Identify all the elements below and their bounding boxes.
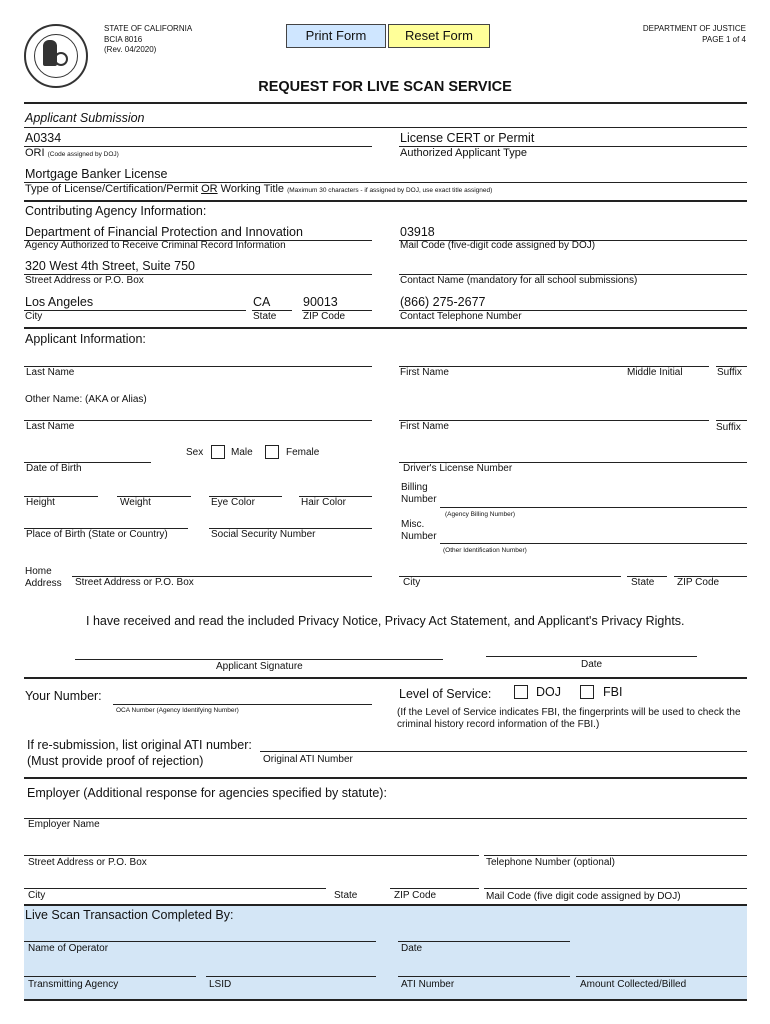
weight-label: Weight bbox=[120, 497, 151, 508]
divider bbox=[24, 904, 747, 906]
female-checkbox[interactable] bbox=[265, 445, 279, 459]
employer-zip-label: ZIP Code bbox=[394, 890, 437, 901]
middle-initial-label: Middle Initial bbox=[627, 367, 683, 378]
section-applicant-information: Applicant Information: bbox=[25, 332, 146, 346]
employer-name-label: Employer Name bbox=[28, 819, 100, 830]
applicant-type-label: Authorized Applicant Type bbox=[400, 147, 527, 159]
employer-zip-field[interactable] bbox=[390, 888, 479, 889]
misc-sub-label: (Other Identification Number) bbox=[443, 547, 527, 554]
male-checkbox[interactable] bbox=[211, 445, 225, 459]
ati-number-field[interactable] bbox=[398, 976, 570, 977]
section-employer: Employer (Additional response for agencies specified by statute): bbox=[27, 786, 387, 800]
sex-label: Sex bbox=[186, 447, 204, 458]
fbi-checkbox[interactable] bbox=[580, 685, 594, 699]
suffix-label: Suffix bbox=[717, 367, 742, 378]
employer-city-label: City bbox=[28, 890, 46, 901]
divider bbox=[24, 200, 747, 202]
oca-number-field[interactable] bbox=[113, 704, 372, 705]
aka-last-name-field[interactable] bbox=[24, 420, 372, 421]
privacy-statement: I have received and read the included Privacy Notice, Privacy Act Statement, and Applicant's Privacy Rights. bbox=[86, 614, 685, 628]
mail-code-field[interactable]: 03918 bbox=[400, 225, 435, 239]
divider bbox=[24, 677, 747, 679]
ori-field[interactable]: A0334 bbox=[25, 131, 62, 145]
contact-name-field[interactable] bbox=[400, 259, 746, 274]
signature-date-label: Date bbox=[581, 659, 603, 670]
employer-mail-code-field[interactable] bbox=[484, 888, 747, 889]
original-ati-label: Original ATI Number bbox=[263, 754, 353, 765]
phone-label: Contact Telephone Number bbox=[400, 311, 522, 322]
last-name-label: Last Name bbox=[26, 367, 75, 378]
misc-number-field[interactable] bbox=[440, 543, 747, 544]
employer-phone-field[interactable] bbox=[484, 855, 747, 856]
phone-field[interactable]: (866) 275-2677 bbox=[400, 295, 486, 309]
zip-label: ZIP Code bbox=[303, 311, 346, 322]
fbi-note-line2: criminal history record information of the FBI.) bbox=[397, 719, 600, 730]
state-field[interactable]: CA bbox=[253, 295, 271, 309]
transmitting-agency-field[interactable] bbox=[24, 976, 196, 977]
signature-label: Applicant Signature bbox=[216, 661, 303, 672]
pob-label: Place of Birth (State or Country) bbox=[26, 529, 168, 540]
home-city-label: City bbox=[403, 577, 421, 588]
your-number-label: Your Number: bbox=[25, 689, 102, 703]
print-form-button[interactable]: Print Form bbox=[286, 24, 386, 48]
male-label: Male bbox=[231, 447, 253, 458]
other-name-label: Other Name: (AKA or Alias) bbox=[25, 394, 147, 405]
license-type-field[interactable]: Mortgage Banker License bbox=[25, 167, 168, 181]
home-label-b: Address bbox=[25, 578, 62, 589]
billing-label-a: Billing bbox=[401, 482, 428, 493]
page-title: REQUEST FOR LIVE SCAN SERVICE bbox=[258, 79, 512, 95]
billing-label-b: Number bbox=[401, 494, 437, 505]
employer-state-label: State bbox=[334, 890, 358, 901]
employer-name-field[interactable] bbox=[24, 818, 747, 819]
home-city-field[interactable] bbox=[399, 576, 621, 577]
fbi-note-line1: (If the Level of Service indicates FBI, the fingerprints will be used to check the bbox=[397, 707, 741, 718]
lsid-field[interactable] bbox=[206, 976, 376, 977]
misc-label-a: Misc. bbox=[401, 519, 425, 530]
first-name-label: First Name bbox=[400, 367, 449, 378]
state-label: State bbox=[253, 311, 277, 322]
section-live-scan: Live Scan Transaction Completed By: bbox=[25, 908, 234, 922]
doj-checkbox[interactable] bbox=[514, 685, 528, 699]
billing-sub-label: (Agency Billing Number) bbox=[445, 511, 516, 518]
divider bbox=[24, 327, 747, 329]
live-scan-date-label: Date bbox=[401, 943, 423, 954]
divider bbox=[24, 127, 747, 128]
header-rev: (Rev. 04/2020) bbox=[104, 45, 157, 54]
hair-color-label: Hair Color bbox=[301, 497, 347, 508]
signature-field[interactable] bbox=[75, 659, 443, 660]
license-type-label: Type of License/Certification/Permit OR Working Title (Maximum 30 characters - if assigned by DOJ, use exact title assigned) bbox=[25, 183, 493, 195]
section-applicant-submission: Applicant Submission bbox=[25, 111, 145, 125]
divider bbox=[24, 999, 747, 1001]
female-label: Female bbox=[286, 447, 320, 458]
header-state: STATE OF CALIFORNIA bbox=[104, 24, 193, 33]
employer-street-field[interactable] bbox=[24, 855, 479, 856]
employer-street-label: Street Address or P.O. Box bbox=[28, 857, 147, 868]
header-form-id: BCIA 8016 bbox=[104, 35, 143, 44]
eye-color-label: Eye Color bbox=[211, 497, 255, 508]
misc-label-b: Number bbox=[401, 531, 437, 542]
transmitting-agency-label: Transmitting Agency bbox=[28, 979, 119, 990]
divider bbox=[24, 777, 747, 779]
home-state-label: State bbox=[631, 577, 655, 588]
ati-number-label: ATI Number bbox=[401, 979, 455, 990]
reset-form-button[interactable]: Reset Form bbox=[388, 24, 490, 48]
fbi-label: FBI bbox=[603, 685, 623, 699]
applicant-type-field[interactable]: License CERT or Permit bbox=[400, 131, 535, 145]
home-zip-label: ZIP Code bbox=[677, 577, 720, 588]
operator-name-field[interactable] bbox=[24, 941, 376, 942]
aka-suffix-label: Suffix bbox=[716, 422, 741, 433]
dob-label: Date of Birth bbox=[26, 463, 82, 474]
street-field[interactable]: 320 West 4th Street, Suite 750 bbox=[25, 259, 196, 273]
last-name-field[interactable] bbox=[24, 366, 372, 367]
divider bbox=[24, 102, 747, 104]
field-line bbox=[24, 310, 246, 311]
aka-last-name-label: Last Name bbox=[26, 421, 75, 432]
agency-field[interactable]: Department of Financial Protection and Innovation bbox=[25, 225, 303, 239]
live-scan-date-field[interactable] bbox=[398, 941, 570, 942]
home-street-label: Street Address or P.O. Box bbox=[75, 577, 194, 588]
header-dept: DEPARTMENT OF JUSTICE bbox=[642, 24, 746, 33]
contact-name-label: Contact Name (mandatory for all school submissions) bbox=[400, 275, 638, 286]
employer-phone-label: Telephone Number (optional) bbox=[486, 857, 615, 868]
section-contributing-agency: Contributing Agency Information: bbox=[25, 204, 207, 218]
original-ati-field[interactable] bbox=[260, 751, 747, 752]
city-field[interactable]: Los Angeles bbox=[25, 295, 94, 309]
seal-shield bbox=[54, 52, 68, 66]
agency-label: Agency Authorized to Receive Criminal Record Information bbox=[25, 240, 286, 251]
billing-number-field[interactable] bbox=[440, 507, 747, 508]
level-of-service-label: Level of Service: bbox=[399, 687, 492, 701]
amount-collected-field[interactable] bbox=[576, 976, 747, 977]
lsid-label: LSID bbox=[209, 979, 232, 990]
resubmission-note: (Must provide proof of rejection) bbox=[27, 754, 204, 768]
signature-date-field[interactable] bbox=[486, 656, 697, 657]
city-label: City bbox=[25, 311, 43, 322]
doj-label: DOJ bbox=[536, 685, 561, 699]
zip-field[interactable]: 90013 bbox=[303, 295, 338, 309]
drivers-license-label: Driver's License Number bbox=[403, 463, 513, 474]
amount-collected-label: Amount Collected/Billed bbox=[580, 979, 687, 990]
header-page: PAGE 1 of 4 bbox=[702, 35, 746, 44]
oca-sub-label: OCA Number (Agency Identifying Number) bbox=[116, 707, 239, 714]
aka-first-name-label: First Name bbox=[400, 421, 449, 432]
resubmission-label: If re-submission, list original ATI number: bbox=[27, 738, 252, 752]
height-label: Height bbox=[26, 497, 55, 508]
mail-code-label: Mail Code (five-digit code assigned by DOJ) bbox=[400, 240, 596, 251]
ssn-label: Social Security Number bbox=[211, 529, 316, 540]
employer-city-field[interactable] bbox=[24, 888, 326, 889]
home-label-a: Home bbox=[25, 566, 52, 577]
employer-mail-code-label: Mail Code (five digit code assigned by DOJ) bbox=[486, 891, 681, 902]
operator-name-label: Name of Operator bbox=[28, 943, 109, 954]
aka-suffix-field[interactable] bbox=[716, 420, 747, 421]
street-label: Street Address or P.O. Box bbox=[25, 275, 144, 286]
ori-label: ORI (Code assigned by DOJ) bbox=[25, 147, 119, 159]
